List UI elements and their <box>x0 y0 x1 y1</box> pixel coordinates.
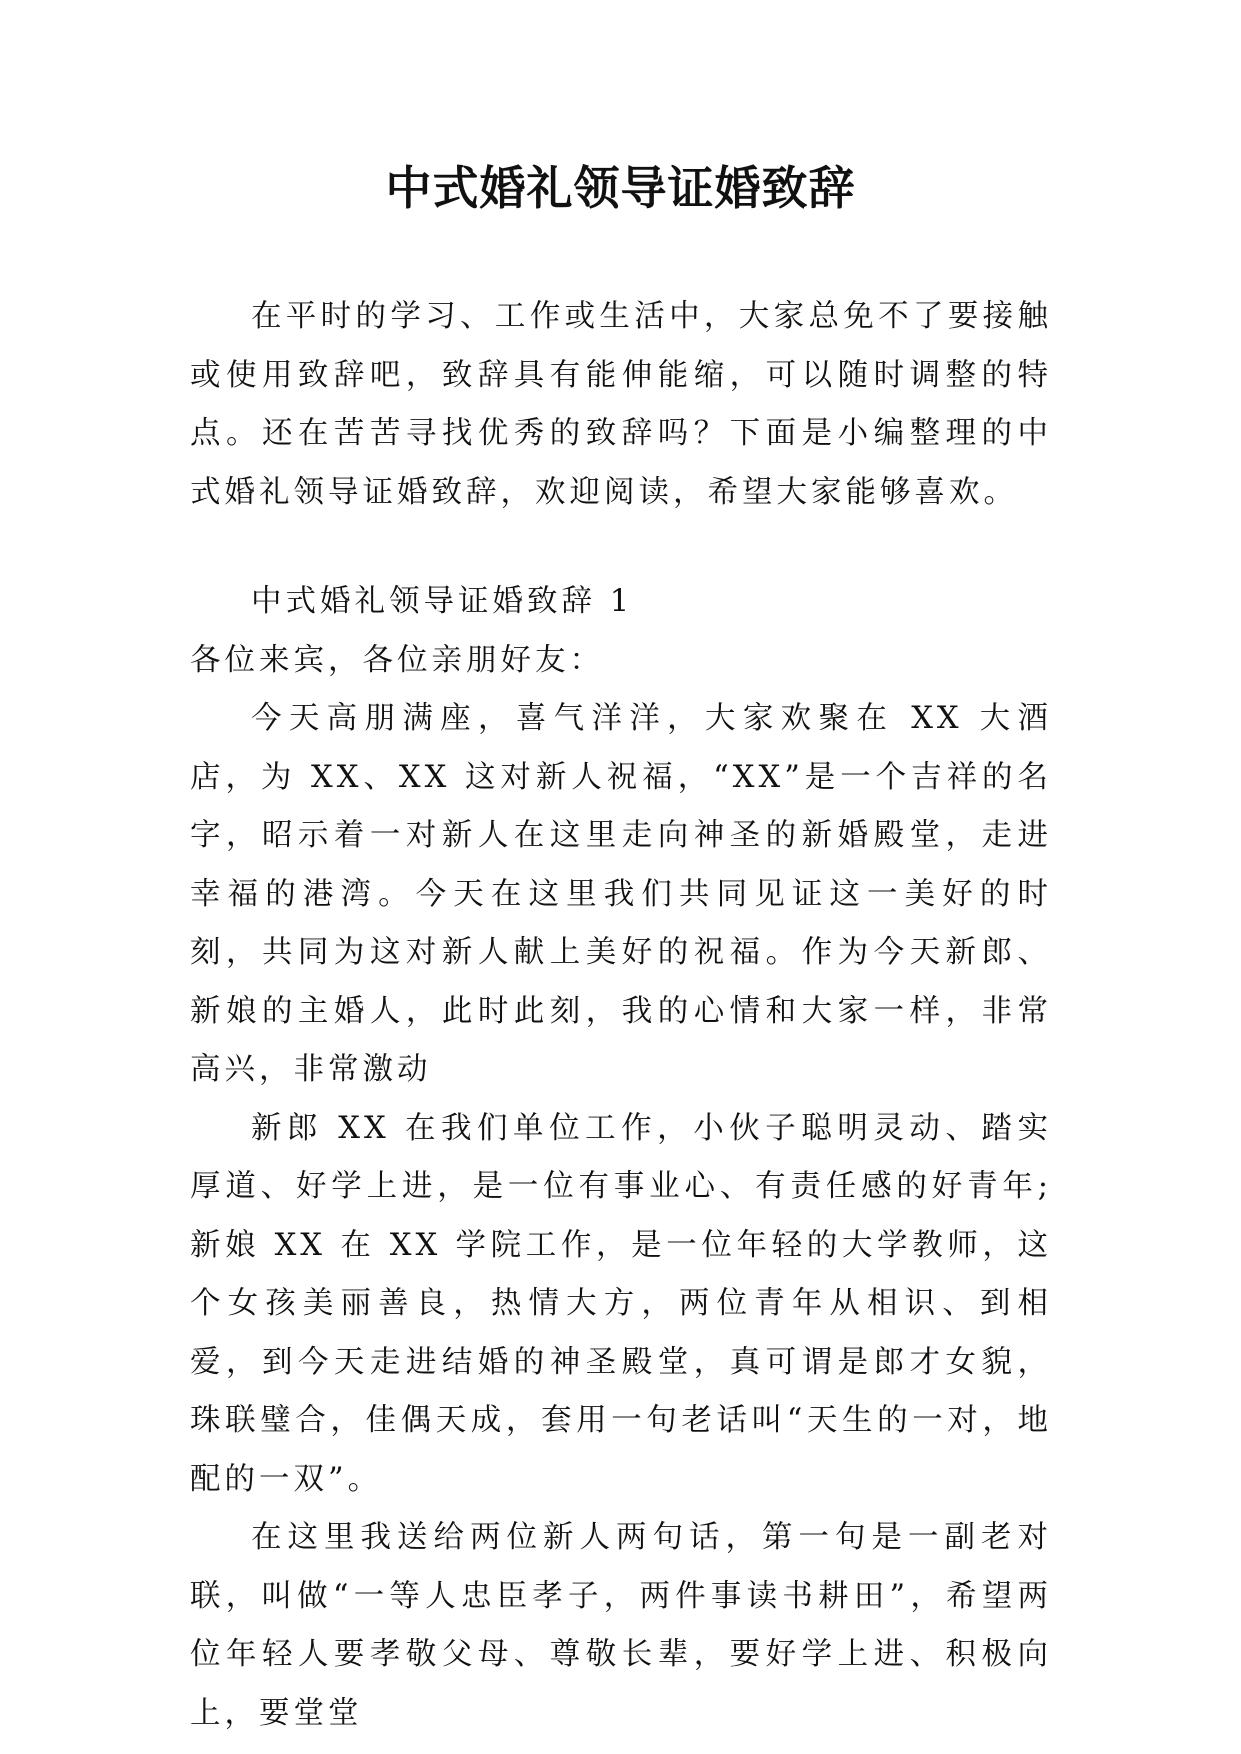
speech-paragraph-2: 新郎 XX 在我们单位工作，小伙子聪明灵动、踏实厚道、好学上进，是一位有事业心、有责任感的好青年;新娘 XX 在 XX 学院工作，是一位年轻的大学教师，这个女孩美丽善良，热情大方，两位青年从相识、到相爱，到今天走进结婚的神圣殿堂，真可谓是郎才女貌，珠联璧合，佳偶天成，套用一句老话叫“天生的一对，地配的一双”。 <box>190 1110 1052 1497</box>
intro-section <box>190 288 1052 522</box>
salutation: 各位来宾，各位亲朋好友： <box>190 642 604 678</box>
speech-paragraph-3: 在这里我送给两位新人两句话，第一句是一副老对联，叫做“一等人忠臣孝子，两件事读书耕田”，希望两位年轻人要孝敬父母、尊敬长辈，要好学上进、积极向上，要堂堂 <box>190 1520 1052 1731</box>
speech-section <box>190 573 1052 1743</box>
intro-paragraph: 在平时的学习、工作或生活中，大家总免不了要接触或使用致辞吧，致辞具有能伸能缩，可以随时调整的特点。还在苦苦寻找优秀的致辞吗？下面是小编整理的中式婚礼领导证婚致辞，欢迎阅读，希望大家能够喜欢。 <box>190 299 1052 510</box>
speech-paragraph-1: 今天高朋满座，喜气洋洋，大家欢聚在 XX 大酒店，为 XX、XX 这对新人祝福，“XX”是一个吉祥的名字，昭示着一对新人在这里走向神圣的新婚殿堂，走进幸福的港湾。今天在这里我们共同见证这一美好的时刻，共同为这对新人献上美好的祝福。作为今天新郎、新娘的主婚人，此时此刻，我的心情和大家一样，非常高兴，非常激动 <box>190 701 1052 1087</box>
section-heading: 中式婚礼领导证婚致辞 1 <box>251 584 634 619</box>
document-title: 中式婚礼领导证婚致辞 <box>385 161 856 215</box>
